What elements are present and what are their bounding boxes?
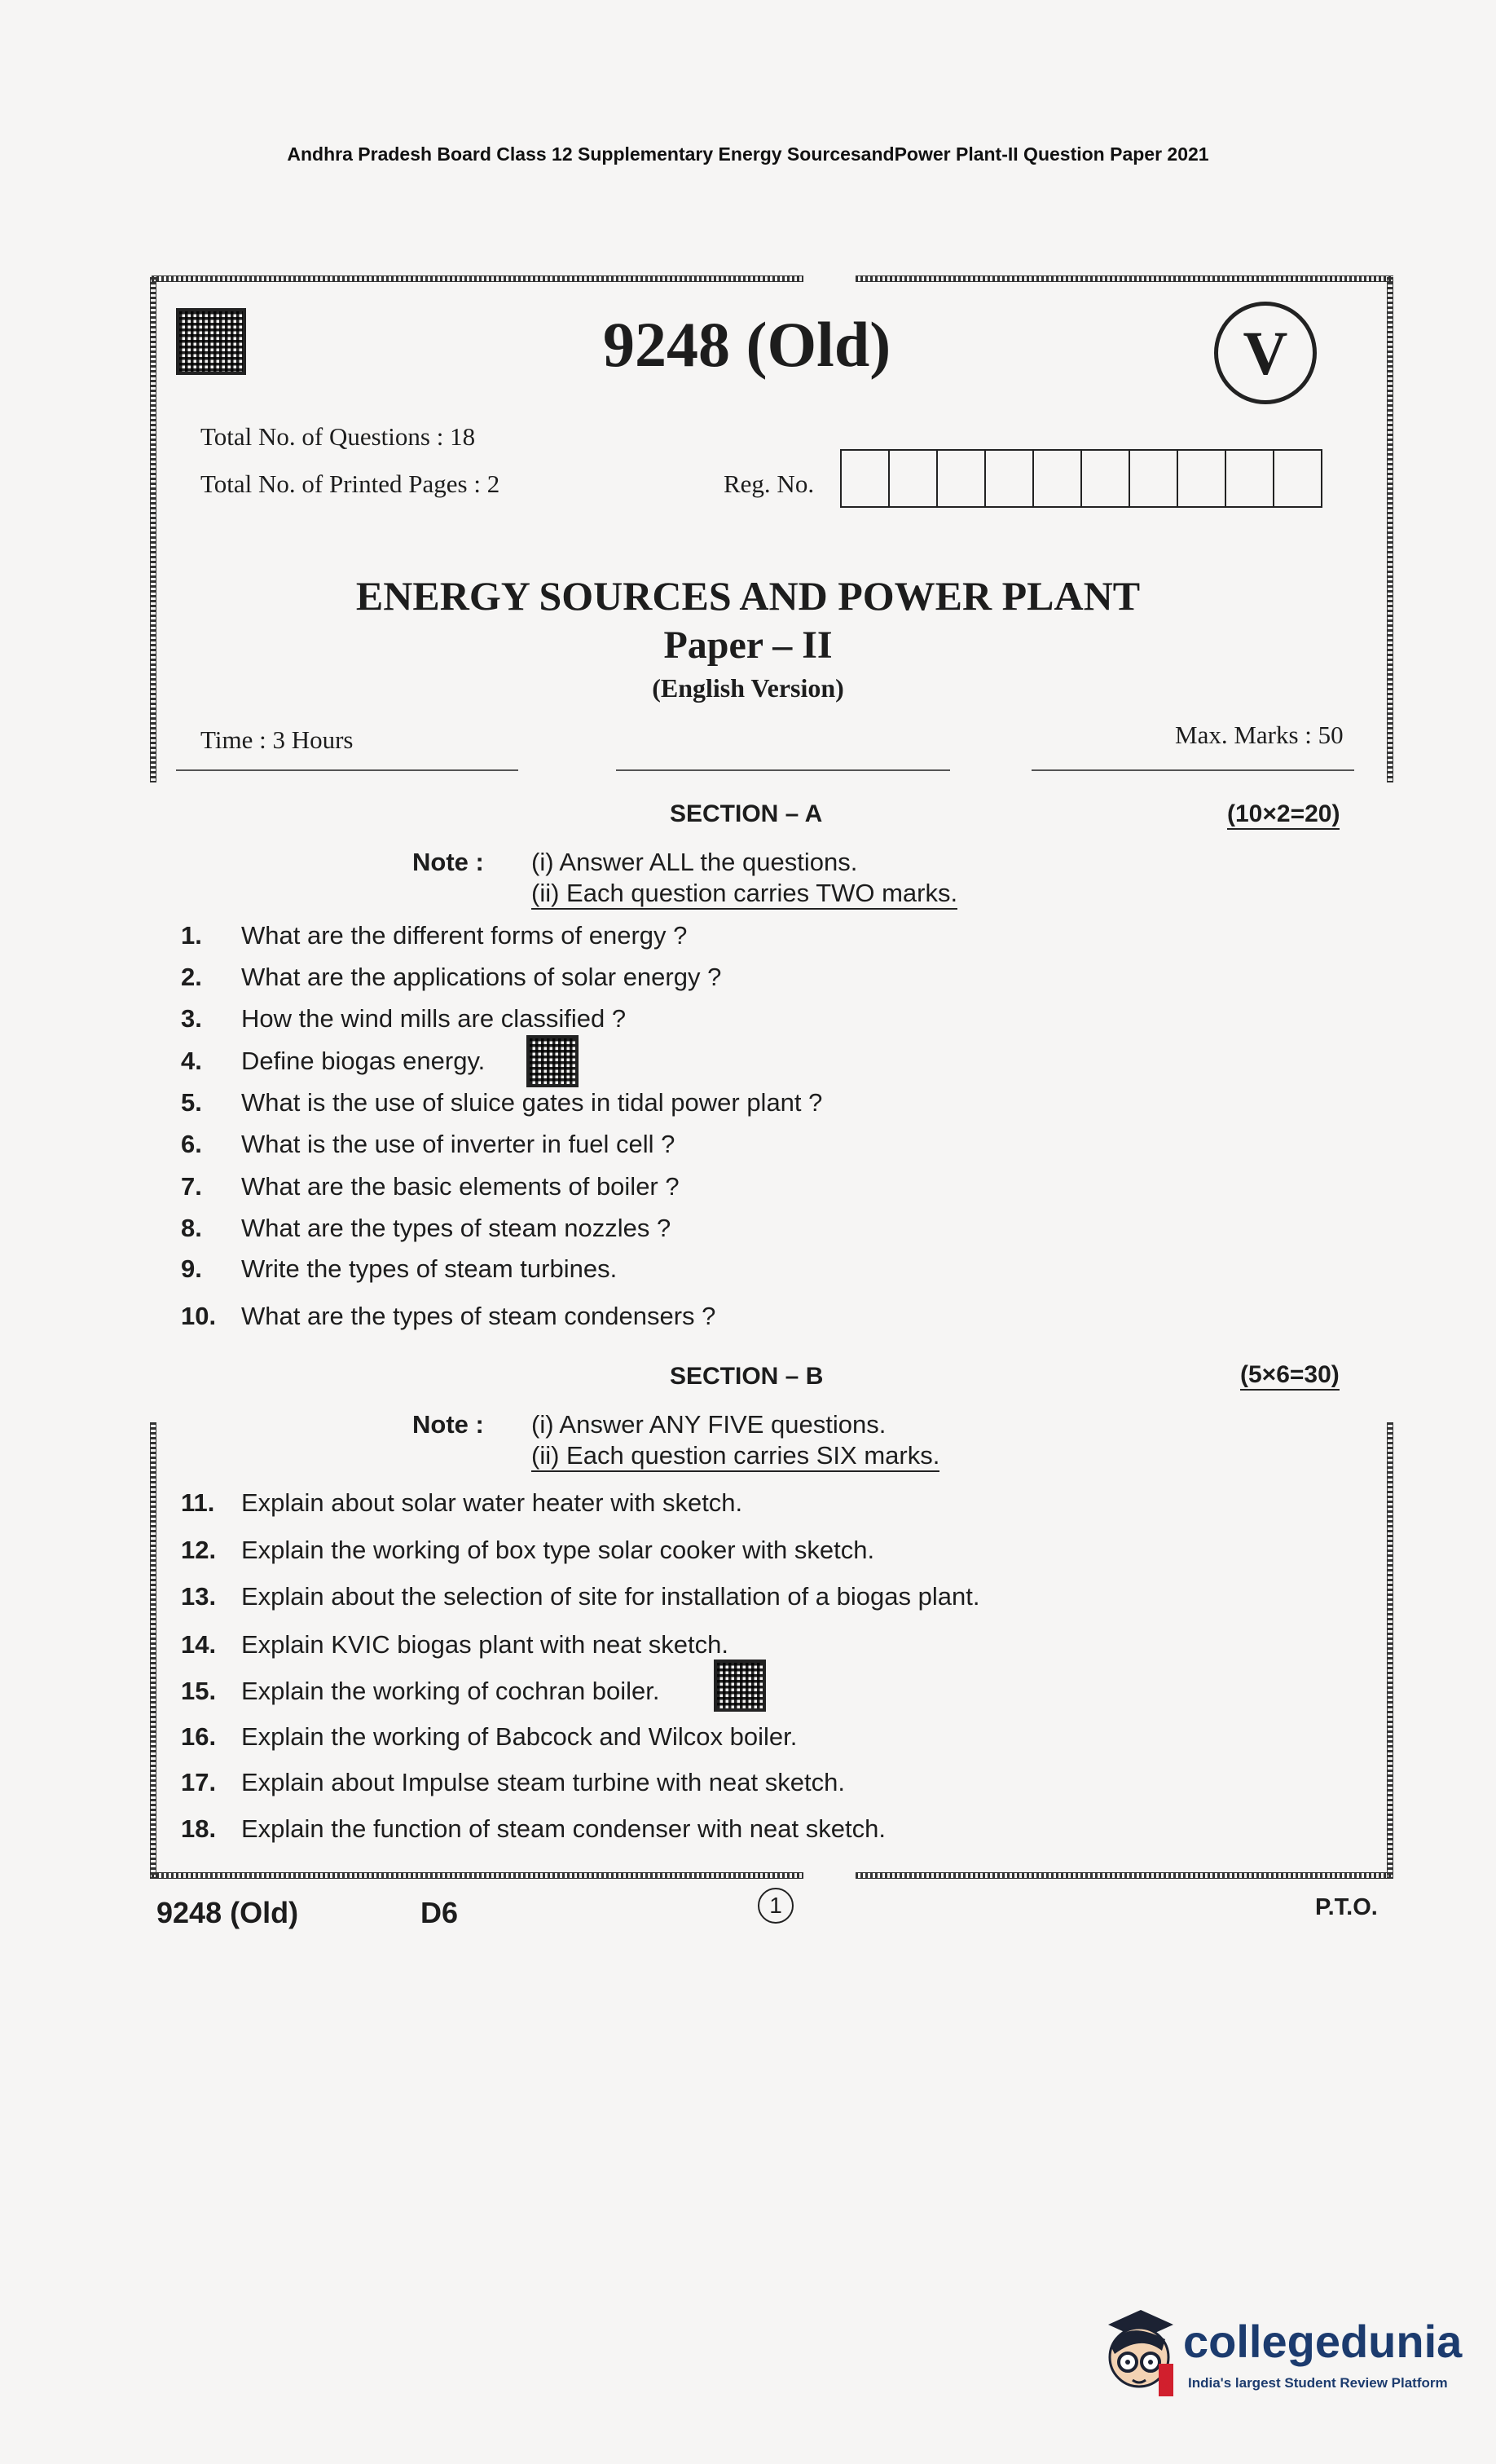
question-number: 8. — [181, 1214, 202, 1242]
question-text: What is the use of inverter in fuel cell ? — [241, 1130, 675, 1158]
question-text: What is the use of sluice gates in tidal power plant ? — [241, 1088, 823, 1117]
section-a-note-label: Note : — [412, 848, 484, 876]
pto-label: P.T.O. — [1315, 1894, 1378, 1920]
question-text: Write the types of steam turbines. — [241, 1254, 618, 1283]
section-b-note-1: (i) Answer ANY FIVE questions. — [531, 1410, 887, 1439]
question-number: 4. — [181, 1047, 202, 1075]
question-18 — [181, 1814, 886, 1844]
question-4 — [181, 1047, 485, 1076]
top-border-left — [152, 275, 803, 282]
question-8 — [181, 1214, 671, 1243]
question-text: Explain about Impulse steam turbine with neat sketch. — [241, 1768, 845, 1796]
brand-tagline: India's largest Student Review Platform — [1188, 2375, 1448, 2391]
paper-number: Paper – II — [663, 624, 833, 667]
qr-code-question-4 — [526, 1035, 579, 1087]
right-border-top — [1387, 277, 1393, 782]
question-17 — [181, 1768, 845, 1797]
section-b-note-label: Note : — [412, 1410, 484, 1439]
total-printed-pages: Total No. of Printed Pages : 2 — [200, 469, 500, 498]
question-number: 9. — [181, 1254, 202, 1283]
question-16 — [181, 1722, 797, 1752]
question-number: 17. — [181, 1768, 217, 1796]
question-text: Explain the working of box type solar cooker with sketch. — [241, 1536, 875, 1564]
time-allowed: Time : 3 Hours — [200, 725, 354, 754]
question-5 — [181, 1088, 822, 1117]
question-number: 12. — [181, 1536, 217, 1564]
version-label: (English Version) — [652, 673, 844, 703]
question-1 — [181, 921, 687, 950]
question-text: What are the types of steam condensers ? — [241, 1302, 716, 1330]
page-number: 1 — [758, 1888, 794, 1924]
question-number: 1. — [181, 921, 202, 950]
question-text: Explain the working of Babcock and Wilcox boiler. — [241, 1722, 798, 1751]
question-text: How the wind mills are classified ? — [241, 1004, 627, 1033]
question-14 — [181, 1630, 728, 1660]
mascot-icon — [1092, 2307, 1181, 2404]
question-number: 13. — [181, 1582, 217, 1611]
version-badge: V — [1214, 302, 1317, 404]
footer-set-code: D6 — [420, 1896, 459, 1929]
document-header-title: Andhra Pradesh Board Class 12 Supplementary Energy SourcesandPower Plant-II Question Paper 2021 — [287, 143, 1209, 165]
question-number: 10. — [181, 1302, 217, 1330]
question-7 — [181, 1172, 680, 1201]
subject-title: ENERGY SOURCES AND POWER PLANT — [355, 573, 1141, 619]
question-text: Explain KVIC biogas plant with neat sketch. — [241, 1630, 728, 1659]
section-b-note-2: (ii) Each question carries SIX marks. — [531, 1441, 939, 1472]
question-6 — [181, 1130, 675, 1159]
question-number: 5. — [181, 1088, 202, 1117]
reg-no-label: Reg. No. — [724, 469, 815, 498]
bottom-border-right — [856, 1872, 1393, 1879]
question-text: Explain the working of cochran boiler. — [241, 1677, 660, 1705]
right-border-bottom — [1387, 1422, 1393, 1879]
max-marks: Max. Marks : 50 — [1175, 721, 1344, 749]
question-2 — [181, 963, 721, 992]
paper-code: 9248 (Old) — [603, 309, 891, 380]
question-text: Define biogas energy. — [241, 1047, 486, 1075]
brand-name: collegedunia — [1183, 2316, 1463, 2367]
question-number: 2. — [181, 963, 202, 991]
question-15 — [181, 1677, 660, 1706]
bottom-border-left — [152, 1872, 803, 1879]
left-border-bottom — [150, 1422, 156, 1879]
question-text: What are the applications of solar energy ? — [241, 963, 722, 991]
section-a-note-1: (i) Answer ALL the questions. — [531, 848, 858, 876]
section-a-marks: (10×2=20) — [1227, 800, 1340, 830]
reg-no-boxes[interactable] — [840, 449, 1322, 508]
divider — [176, 769, 518, 771]
section-a-note-2: (ii) Each question carries TWO marks. — [531, 879, 957, 910]
footer-paper-code: 9248 (Old) — [156, 1896, 299, 1929]
question-text: What are the types of steam nozzles ? — [241, 1214, 671, 1242]
section-a-title: SECTION – A — [670, 800, 823, 827]
divider — [1032, 769, 1354, 771]
qr-code-question-15 — [714, 1660, 766, 1712]
question-number: 15. — [181, 1677, 217, 1705]
question-number: 11. — [181, 1488, 215, 1517]
left-border-top — [150, 277, 156, 782]
section-b-title: SECTION – B — [670, 1363, 824, 1390]
total-questions: Total No. of Questions : 18 — [200, 422, 476, 451]
question-9 — [181, 1254, 617, 1284]
question-12 — [181, 1536, 874, 1565]
question-13 — [181, 1582, 979, 1611]
question-text: Explain about the selection of site for installation of a biogas plant. — [241, 1582, 980, 1611]
top-border-right — [856, 275, 1393, 282]
qr-code-top-left — [176, 308, 246, 375]
question-3 — [181, 1004, 626, 1034]
question-number: 6. — [181, 1130, 202, 1158]
question-number: 14. — [181, 1630, 217, 1659]
section-b-marks: (5×6=30) — [1240, 1361, 1340, 1391]
question-11 — [181, 1488, 742, 1518]
question-text: Explain the function of steam condenser with neat sketch. — [241, 1814, 886, 1843]
collegedunia-logo[interactable] — [1092, 2307, 1463, 2404]
question-number: 3. — [181, 1004, 202, 1033]
question-text: What are the different forms of energy ? — [241, 921, 688, 950]
question-text: Explain about solar water heater with sketch. — [241, 1488, 743, 1517]
question-number: 16. — [181, 1722, 217, 1751]
question-10 — [181, 1302, 715, 1331]
question-number: 18. — [181, 1814, 217, 1843]
question-text: What are the basic elements of boiler ? — [241, 1172, 680, 1201]
question-number: 7. — [181, 1172, 202, 1201]
divider — [616, 769, 950, 771]
